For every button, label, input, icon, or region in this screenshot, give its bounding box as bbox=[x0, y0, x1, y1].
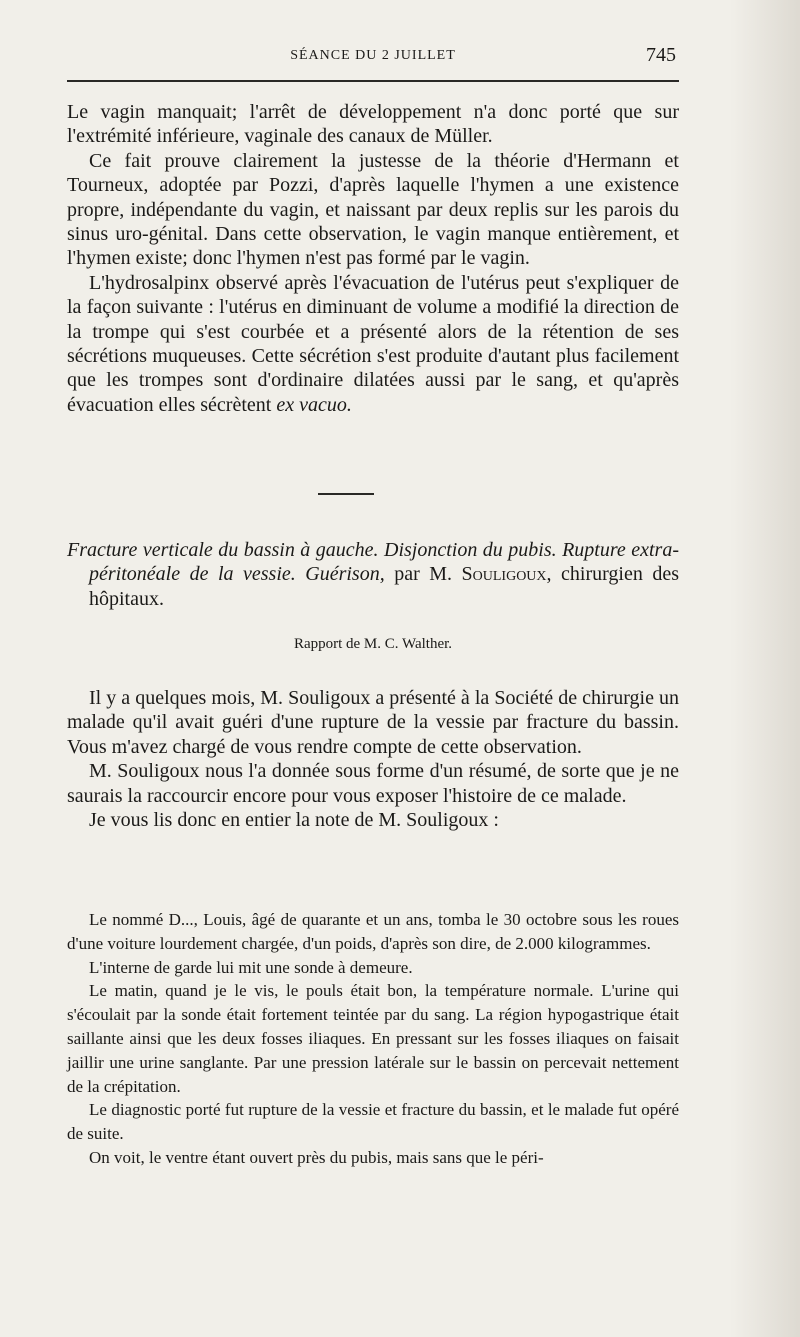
intro-paragraph-2: Ce fait prouve clairement la justesse de la théorie d'Hermann et Tourneux, adoptée par Pozzi, d'après laquelle l'hymen a une existence propre, indépendante du vagin, et naissant par deux replis sur les parois du sinus uro-génital. Dans cette observation, le vagin manque entièrement, et l'hymen existe; donc l'hymen n'est pas formé par le vagin. bbox=[67, 149, 679, 270]
quoted-note bbox=[67, 908, 679, 1170]
article-author: Souligoux, bbox=[461, 563, 552, 586]
note-paragraph-5: On voit, le ventre étant ouvert près du pubis, mais sans que le péri- bbox=[89, 1147, 544, 1167]
report-paragraph-1: Il y a quelques mois, M. Souligoux a présenté à la Société de chirurgie un malade qu'il avait guéri d'une rupture de la vessie par fracture du bassin. Vous m'avez chargé de vous rendre compte de cette observation. bbox=[67, 687, 679, 758]
note-paragraph-4: Le diagnostic porté fut rupture de la vessie et fracture du bassin, et le malade fut opéré de suite. bbox=[67, 1100, 679, 1144]
header-rule bbox=[67, 80, 679, 82]
article-title bbox=[67, 538, 679, 611]
intro-paragraph-1: Le vagin manquait; l'arrêt de développement n'a donc porté que sur l'extrémité inférieure, vaginale des canaux de Müller. bbox=[67, 101, 679, 148]
report-section bbox=[67, 686, 679, 832]
section-separator bbox=[318, 493, 374, 495]
note-paragraph-3: Le matin, quand je le vis, le pouls était bon, la température normale. L'urine qui s'écoulait par la sonde était fortement teintée par du sang. La région hypogastrique était saillante ainsi que les deux fosses iliaques. En pressant sur les fosses iliaques on faisait jaillir une urine sanglante. Par une pression latérale sur le bassin on percevait nettement de la crépitation. bbox=[67, 981, 679, 1096]
report-paragraph-2: M. Souligoux nous l'a donnée sous forme d'un résumé, de sorte que je ne saurais la raccourcir encore pour vous exposer l'histoire de ce malade. bbox=[67, 760, 679, 807]
page-edge-shadow bbox=[730, 0, 800, 1337]
report-attribution: Rapport de M. C. Walther. bbox=[293, 636, 453, 652]
article-author-role: chirurgien des hôpitaux. bbox=[89, 563, 680, 610]
page-number: 745 bbox=[646, 44, 676, 66]
intro-italic-tail: ex vacuo. bbox=[276, 393, 352, 416]
article-title-italic: Fracture verticale du bassin à gauche. Disjonction du pubis. Rupture extra-péritonéale de la vessie. Guérison, bbox=[67, 539, 679, 586]
running-title: SÉANCE DU 2 JUILLET bbox=[290, 48, 456, 63]
intro-paragraph-3-text: L'hydrosalpinx observé après l'évacuation de l'utérus peut s'expliquer de la façon suivante : l'utérus en diminuant de volume a modifié la direction de la trompe qui s'est courbée et a présenté alors de la rétention de ses sécrétions muqueuses. Cette sécrétion s'est produite d'autant plus facilement que les trompes sont d'ordinaire dilatées aussi par le sang, et qu'après évacuation elles sécrètent bbox=[67, 271, 679, 416]
intro-paragraph-3 bbox=[67, 271, 679, 417]
intro-section bbox=[67, 100, 679, 417]
note-paragraph-2: L'interne de garde lui mit une sonde à demeure. bbox=[89, 957, 413, 977]
article-title-by: par M. bbox=[394, 563, 453, 586]
report-paragraph-3: Je vous lis donc en entier la note de M. Souligoux : bbox=[89, 809, 499, 832]
note-paragraph-1: Le nommé D..., Louis, âgé de quarante et un ans, tomba le 30 octobre sous les roues d'une voiture lourdement chargée, d'un poids, d'après son dire, de 2.000 kilogrammes. bbox=[67, 910, 679, 953]
page-header bbox=[67, 44, 679, 74]
